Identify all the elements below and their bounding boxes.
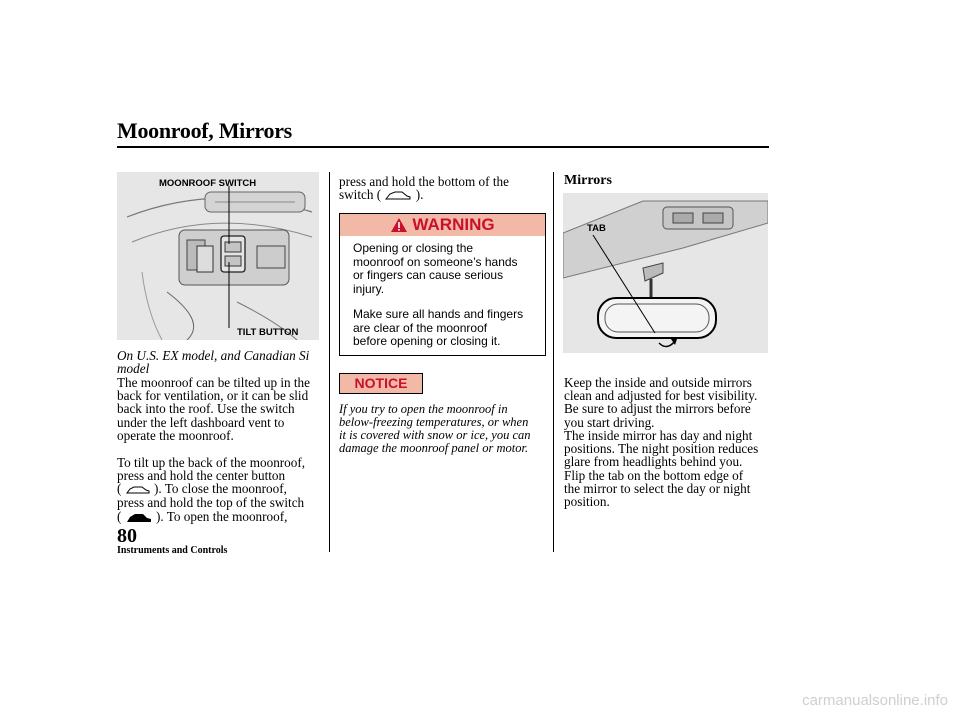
text-line: The inside mirror has day and night (564, 428, 753, 443)
text-line: the mirror to select the day or night (564, 480, 751, 496)
text-line: To tilt up the back of the moonroof, (117, 455, 306, 470)
warning-text-2 (353, 308, 523, 349)
mirror-day-night-paragraph (564, 429, 758, 508)
mirrors-heading: Mirrors (564, 173, 612, 188)
text-line: under the left dashboard vent to (117, 414, 285, 430)
text-line: If you try to open the moonroof in (339, 402, 508, 416)
moonroof-switch-figure (117, 172, 319, 340)
section-footer: Instruments and Controls (117, 545, 228, 556)
title-rule (117, 146, 769, 148)
warning-box (339, 213, 546, 356)
warning-text-1 (353, 242, 518, 296)
moonroof-intro-paragraph (117, 376, 310, 442)
text-line: Opening or closing the (353, 241, 474, 255)
notice-badge (339, 373, 423, 394)
caption-line: On U.S. EX model, and Canadian Si (117, 348, 310, 363)
text-line: press and hold the top of the switch (117, 495, 305, 511)
text-line: you start driving. (564, 414, 655, 430)
text-line: back for ventilation, or it can be slid (117, 388, 309, 404)
text-line (339, 188, 509, 202)
text-line: below-freezing temperatures, or when (339, 415, 529, 429)
text-line (117, 482, 305, 496)
text-line: moonroof on someone’s hands (353, 254, 518, 269)
text-line: injury. (353, 281, 385, 296)
tab-label: TAB (587, 223, 606, 234)
open-moonroof-text: ). To open the moonroof, (156, 508, 288, 524)
moonroof-switch-label: MOONROOF SWITCH (159, 178, 257, 189)
warning-triangle-icon (390, 217, 408, 233)
notice-label: NOTICE (354, 375, 408, 391)
text-line: Keep the inside and outside mirrors (564, 375, 752, 390)
text-line: press and hold the bottom of the (339, 174, 509, 189)
close-moonroof-text: ). To close the moonroof, (154, 481, 287, 497)
page-title: Moonroof, Mirrors (117, 118, 292, 143)
text-line: Be sure to adjust the mirrors before (564, 401, 751, 417)
warning-label: WARNING (412, 215, 495, 234)
text-line: positions. The night position reduces (564, 441, 759, 457)
text-line: press and hold the center button (117, 468, 286, 484)
page-number: 80 (117, 525, 137, 547)
paren-open: ( (117, 508, 122, 524)
text-line: Flip the tab on the bottom edge of (564, 467, 744, 483)
paren-close: ). (415, 187, 424, 203)
switch-text: switch ( (339, 187, 382, 203)
text-line: before opening or closing it. (353, 334, 501, 348)
figure-caption (117, 349, 309, 375)
text-line: back into the roof. Use the switch (117, 401, 295, 417)
text-line: damage the moonroof panel or motor. (339, 441, 529, 455)
text-line: clean and adjusted for best visibility. (564, 388, 758, 404)
text-line: glare from headlights behind you. (564, 454, 743, 470)
text-line: The moonroof can be tilted up in the (117, 375, 310, 390)
text-line: or fingers can cause serious (353, 268, 504, 282)
text-line (117, 510, 305, 524)
warning-header (340, 214, 545, 236)
close-car-filled-icon (125, 512, 153, 524)
notice-text (339, 403, 531, 455)
watermark: carmanualsonline.info (802, 692, 948, 709)
tilt-instructions-paragraph (117, 456, 305, 524)
text-line: Make sure all hands and fingers (353, 307, 524, 321)
text-line: it is covered with snow or ice, you can (339, 428, 531, 442)
text-line: are clear of the moonroof (353, 320, 488, 335)
text-line: operate the moonroof. (117, 427, 234, 443)
rearview-mirror-illustration (563, 193, 768, 353)
mirror-keep-clean-paragraph (564, 376, 757, 429)
mirror-figure (563, 193, 768, 353)
open-instructions (339, 175, 509, 202)
paren-open: ( (117, 481, 122, 497)
column-divider-2 (553, 172, 554, 552)
column-divider-1 (329, 172, 330, 552)
text-line: position. (564, 494, 610, 510)
caption-line: model (117, 361, 150, 377)
open-car-outline-icon (384, 190, 412, 202)
moonroof-switch-illustration (117, 172, 319, 340)
tilt-button-label: TILT BUTTON (237, 327, 299, 338)
